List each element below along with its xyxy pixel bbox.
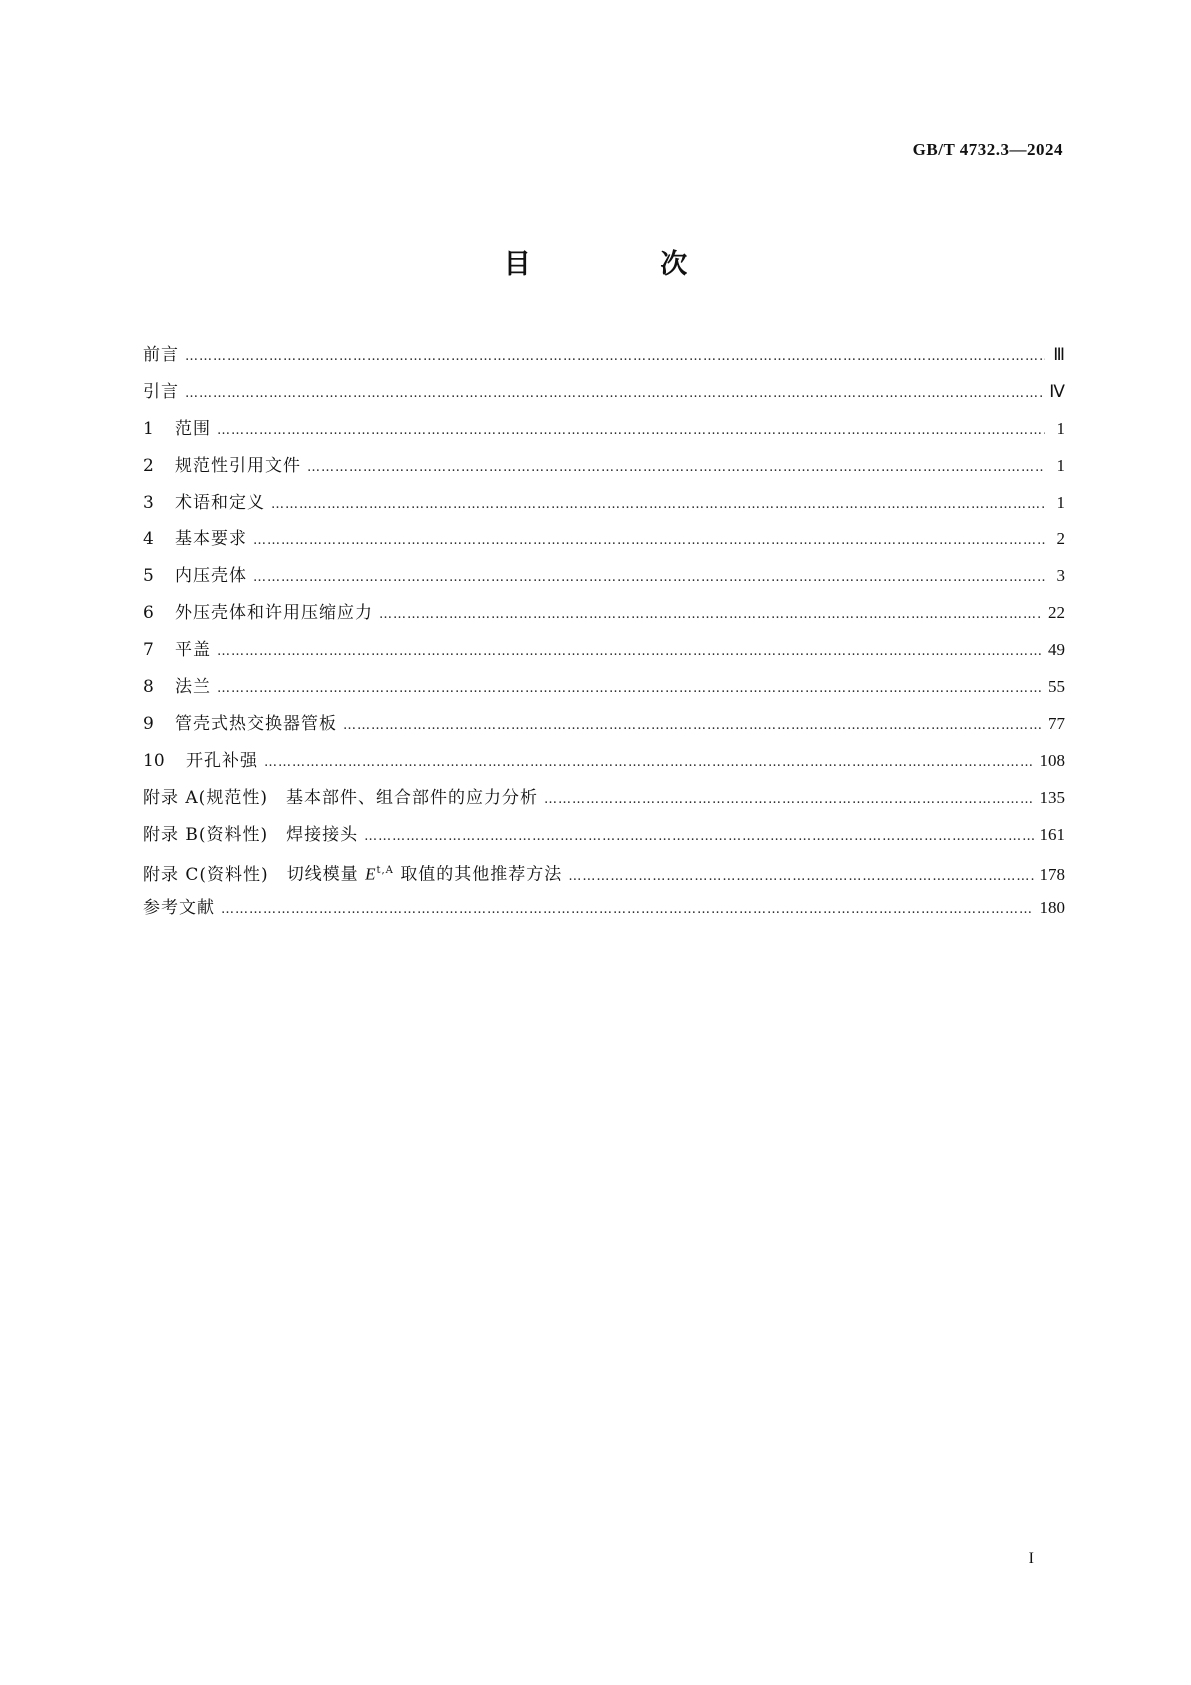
toc-label: 附录 C(资料性) xyxy=(143,865,269,886)
toc-leader-dots xyxy=(185,339,1045,376)
toc-leader-dots xyxy=(264,745,1034,782)
toc-page: 22 xyxy=(1048,603,1065,623)
toc-label: 范围 xyxy=(175,418,211,439)
toc-entry-2[interactable] xyxy=(143,448,1065,485)
toc-label: 基本要求 xyxy=(175,529,247,550)
toc-leader-dots xyxy=(217,671,1042,708)
page-number: I xyxy=(1028,1550,1034,1567)
toc-leader-dots xyxy=(379,597,1042,634)
toc-leader-dots xyxy=(221,892,1034,929)
toc-page: 1 xyxy=(1056,455,1065,475)
toc-annex-title-pre: 切线模量 xyxy=(286,865,359,886)
toc-annex-title-post: 取值的其他推荐方法 xyxy=(400,865,563,886)
toc-entry-8[interactable] xyxy=(143,669,1065,706)
toc-page: 3 xyxy=(1056,566,1065,586)
toc-leader-dots xyxy=(271,487,1045,524)
toc-page: 77 xyxy=(1048,713,1065,733)
toc-annex-title xyxy=(287,853,563,894)
tangent-modulus-symbol: E xyxy=(365,865,377,885)
toc-leader-dots xyxy=(217,634,1042,671)
toc-leader-dots xyxy=(253,523,1045,560)
toc-label: 开孔补强 xyxy=(186,750,258,771)
table-of-contents xyxy=(143,337,1065,927)
toc-number: 9 xyxy=(143,713,154,734)
toc-label: 附录 A(规范性) xyxy=(143,787,268,808)
toc-page: 161 xyxy=(1039,824,1065,844)
toc-label: 平盖 xyxy=(175,640,211,661)
toc-number: 1 xyxy=(143,418,154,439)
toc-number: 7 xyxy=(143,640,154,661)
toc-entry-9[interactable] xyxy=(143,706,1065,743)
toc-entry-6[interactable] xyxy=(143,595,1065,632)
toc-page: 49 xyxy=(1048,640,1065,660)
toc-entry-10[interactable] xyxy=(143,743,1065,780)
toc-page: 180 xyxy=(1039,898,1065,918)
toc-page: 1 xyxy=(1056,418,1065,438)
toc-label: 引言 xyxy=(143,381,179,402)
toc-entry-7[interactable] xyxy=(143,632,1065,669)
toc-leader-dots xyxy=(364,819,1033,856)
toc-label: 前言 xyxy=(143,345,179,365)
toc-page: 178 xyxy=(1039,865,1065,885)
toc-leader-dots xyxy=(544,782,1034,819)
toc-number: 4 xyxy=(143,529,154,550)
toc-number: 2 xyxy=(143,455,154,476)
toc-page: 135 xyxy=(1039,787,1065,807)
toc-leader-dots xyxy=(253,560,1045,597)
toc-number: 3 xyxy=(143,492,154,513)
toc-entry-foreword[interactable] xyxy=(143,337,1065,374)
document-code: GB/T 4732.3—2024 xyxy=(912,140,1063,159)
toc-leader-dots xyxy=(185,376,1043,413)
toc-page: Ⅲ xyxy=(1053,345,1065,364)
toc-page: 1 xyxy=(1056,492,1065,512)
toc-label: 法兰 xyxy=(175,677,211,698)
toc-annex-title: 焊接接头 xyxy=(286,824,359,845)
toc-label: 参考文献 xyxy=(143,898,215,919)
toc-label: 内压壳体 xyxy=(175,566,247,587)
toc-number: 5 xyxy=(143,566,154,587)
toc-page: 55 xyxy=(1048,677,1065,697)
toc-leader-dots xyxy=(343,708,1042,745)
toc-label: 附录 B(资料性) xyxy=(143,824,269,845)
toc-entry-1[interactable] xyxy=(143,411,1065,448)
toc-page: Ⅳ xyxy=(1049,381,1065,401)
toc-number: 6 xyxy=(143,603,154,624)
toc-entry-3[interactable] xyxy=(143,485,1065,522)
toc-entry-introduction[interactable] xyxy=(143,374,1065,411)
toc-entry-annex-a[interactable] xyxy=(143,780,1065,817)
toc-entry-bibliography[interactable] xyxy=(143,890,1065,927)
toc-label: 术语和定义 xyxy=(175,492,265,513)
toc-entry-annex-c[interactable] xyxy=(143,853,1065,890)
toc-entry-4[interactable] xyxy=(143,521,1065,558)
toc-leader-dots xyxy=(307,450,1045,487)
toc-title: 目 次 xyxy=(503,249,748,280)
toc-page: 2 xyxy=(1056,529,1065,549)
toc-number: 8 xyxy=(143,677,154,698)
toc-label: 管壳式热交换器管板 xyxy=(175,713,337,734)
toc-label: 规范性引用文件 xyxy=(175,455,301,476)
toc-label: 外压壳体和许用压缩应力 xyxy=(175,603,373,624)
toc-annex-title: 基本部件、组合部件的应力分析 xyxy=(285,787,538,808)
toc-leader-dots xyxy=(217,413,1045,450)
tangent-modulus-subscript: t,A xyxy=(376,865,394,877)
toc-page: 108 xyxy=(1039,750,1065,770)
toc-entry-annex-b[interactable] xyxy=(143,817,1065,854)
toc-number: 10 xyxy=(143,750,165,771)
toc-entry-5[interactable] xyxy=(143,558,1065,595)
toc-leader-dots xyxy=(568,859,1033,896)
